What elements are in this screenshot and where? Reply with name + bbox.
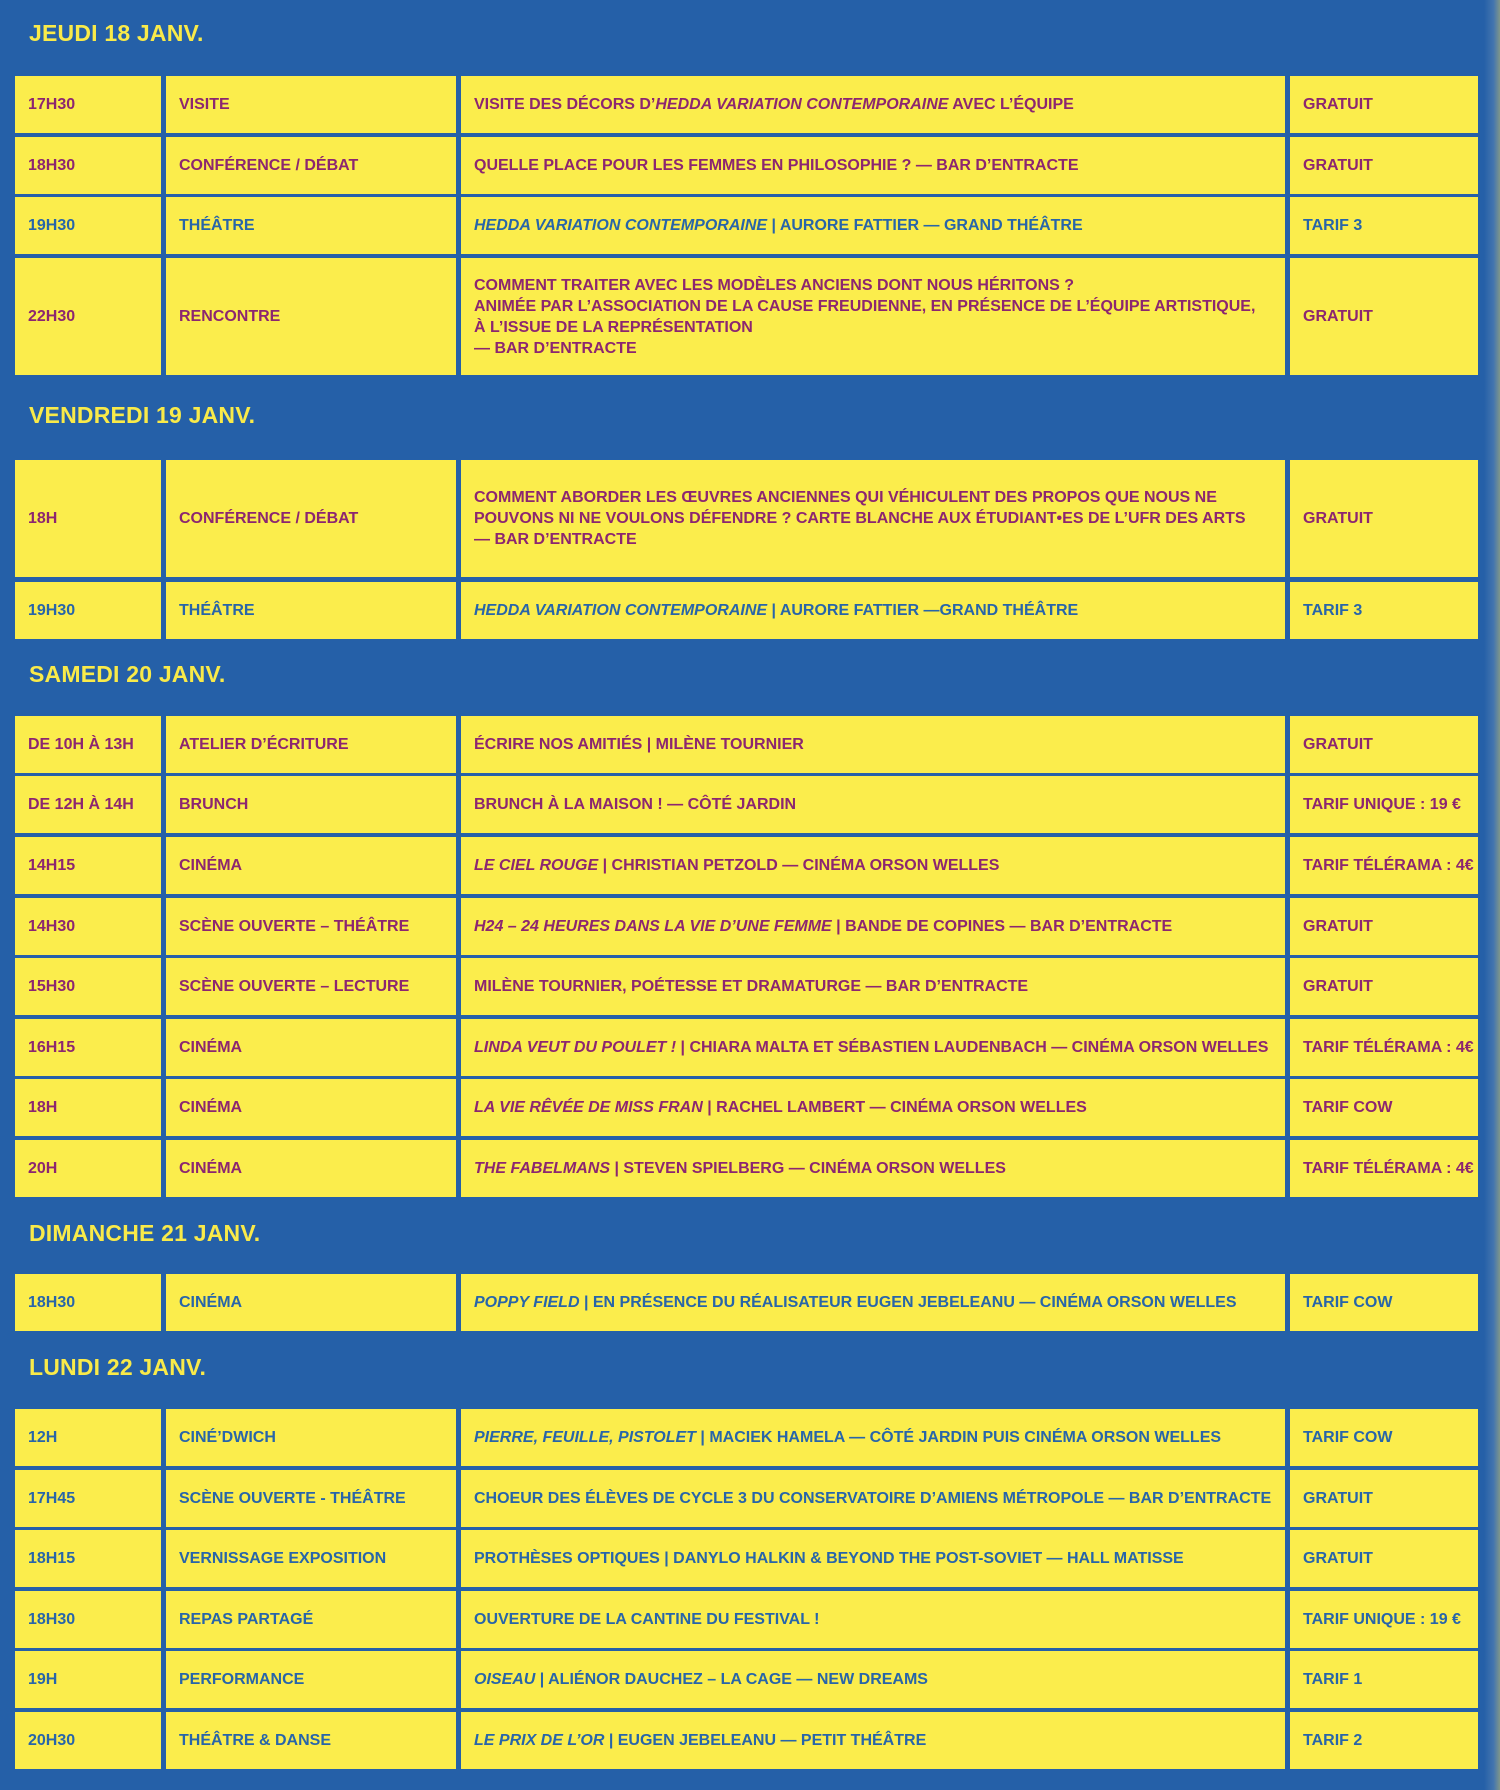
event-description-cell (461, 958, 1285, 1015)
event-description (474, 1292, 1237, 1313)
event-text: | EUGEN JEBELEANU — PETIT THÉÂTRE (604, 1732, 927, 1749)
day-heading: SAMEDI 20 JANV. (29, 661, 226, 687)
event-type-cell: REPAS PARTAGÉ (166, 1591, 456, 1648)
event-description-cell (461, 258, 1285, 375)
price-cell: GRATUIT (1290, 76, 1478, 133)
price-cell: TARIF TÉLÉRAMA : 4€ (1290, 837, 1478, 894)
time-cell: 17H45 (15, 1470, 161, 1527)
price-cell: TARIF COW (1290, 1409, 1478, 1466)
event-type-cell: CINÉMA (166, 837, 456, 894)
event-type-cell: CONFÉRENCE / DÉBAT (166, 137, 456, 194)
event-text: OUVERTURE DE LA CANTINE DU FESTIVAL ! (474, 1611, 820, 1628)
event-text: POUVONS NI NE VOULONS DÉFENDRE ? CARTE BLANCHE AUX ÉTUDIANT•ES DE L’UFR DES ARTS (474, 510, 1246, 527)
time-cell: 18H30 (15, 1591, 161, 1648)
event-description-cell (461, 1591, 1285, 1648)
price-cell: GRATUIT (1290, 137, 1478, 194)
schedule-row (15, 776, 1478, 833)
price-cell: GRATUIT (1290, 958, 1478, 1015)
time-cell: 15H30 (15, 958, 161, 1015)
event-title: HEDDA VARIATION CONTEMPORAINE (655, 96, 949, 113)
schedule-row (15, 137, 1478, 194)
event-title: LE PRIX DE L’OR (474, 1732, 605, 1749)
event-description-cell (461, 1274, 1285, 1331)
price-cell: GRATUIT (1290, 1530, 1478, 1587)
time-cell: 19H30 (15, 582, 161, 639)
schedule-row (15, 582, 1478, 639)
time-cell: 19H30 (15, 197, 161, 254)
schedule-row (15, 716, 1478, 773)
event-description-cell (461, 1651, 1285, 1708)
time-cell: 16H15 (15, 1019, 161, 1076)
event-description (474, 1730, 926, 1751)
schedule-row (15, 837, 1478, 894)
event-description-cell (461, 460, 1285, 577)
event-description (474, 1037, 1268, 1058)
price-cell: TARIF 3 (1290, 582, 1478, 639)
event-title: THE FABELMANS (474, 1160, 610, 1177)
schedule-row (15, 1712, 1478, 1769)
schedule-row (15, 460, 1478, 577)
event-title: POPPY FIELD (474, 1294, 580, 1311)
event-type-cell: SCÈNE OUVERTE – LECTURE (166, 958, 456, 1015)
event-type-cell: THÉÂTRE & DANSE (166, 1712, 456, 1769)
price-cell: TARIF TÉLÉRAMA : 4€ (1290, 1140, 1478, 1197)
event-description-cell (461, 837, 1285, 894)
price-cell: GRATUIT (1290, 898, 1478, 955)
event-description-cell (461, 137, 1285, 194)
event-type-cell: CONFÉRENCE / DÉBAT (166, 460, 456, 577)
event-text: | STEVEN SPIELBERG — CINÉMA ORSON WELLES (610, 1160, 1006, 1177)
price-cell: GRATUIT (1290, 716, 1478, 773)
event-description (474, 855, 999, 876)
event-title: H24 – 24 HEURES DANS LA VIE D’UNE FEMME (474, 918, 832, 935)
event-text: | ALIÉNOR DAUCHEZ – LA CAGE — NEW DREAMS (535, 1671, 928, 1688)
day-heading: VENDREDI 19 JANV. (29, 402, 256, 428)
event-description-cell (461, 582, 1285, 639)
day-heading: LUNDI 22 JANV. (29, 1354, 207, 1380)
time-cell: 18H30 (15, 1274, 161, 1331)
event-type-cell: CINÉMA (166, 1140, 456, 1197)
event-title: HEDDA VARIATION CONTEMPORAINE (474, 217, 768, 234)
schedule-row (15, 1591, 1478, 1648)
schedule-row (15, 898, 1478, 955)
event-text: QUELLE PLACE POUR LES FEMMES EN PHILOSOPHIE ? — BAR D’ENTRACTE (474, 157, 1079, 174)
schedule-row (15, 1079, 1478, 1136)
event-text: | EN PRÉSENCE DU RÉALISATEUR EUGEN JEBELEANU — CINÉMA ORSON WELLES (579, 1294, 1237, 1311)
event-description (474, 1609, 820, 1630)
event-text: | CHIARA MALTA ET SÉBASTIEN LAUDENBACH — CINÉMA ORSON WELLES (676, 1039, 1269, 1056)
time-cell: 22H30 (15, 258, 161, 375)
event-text: | CHRISTIAN PETZOLD — CINÉMA ORSON WELLES (598, 857, 1000, 874)
time-cell: 20H (15, 1140, 161, 1197)
event-type-cell: SCÈNE OUVERTE - THÉÂTRE (166, 1470, 456, 1527)
schedule-row (15, 1019, 1478, 1076)
time-cell: 17H30 (15, 76, 161, 133)
event-description-cell (461, 1019, 1285, 1076)
event-text: ÉCRIRE NOS AMITIÉS | MILÈNE TOURNIER (474, 736, 804, 753)
event-text: CHOEUR DES ÉLÈVES DE CYCLE 3 DU CONSERVATOIRE D’AMIENS MÉTROPOLE — BAR D’ENTRACTE (474, 1490, 1272, 1507)
event-description (474, 215, 1083, 236)
time-cell: 14H30 (15, 898, 161, 955)
event-description (474, 1669, 928, 1690)
event-description (474, 734, 804, 755)
schedule-row (15, 197, 1478, 254)
schedule-row (15, 1651, 1478, 1708)
event-text: | AURORE FATTIER —GRAND THÉÂTRE (767, 602, 1079, 619)
time-cell: 19H (15, 1651, 161, 1708)
event-text: — BAR D’ENTRACTE (474, 531, 637, 548)
event-description-cell (461, 197, 1285, 254)
event-description-cell (461, 898, 1285, 955)
event-description-cell (461, 1470, 1285, 1527)
event-description (474, 1548, 1184, 1569)
event-type-cell: PERFORMANCE (166, 1651, 456, 1708)
event-description (474, 155, 1078, 176)
event-description-cell (461, 1079, 1285, 1136)
event-title: LA VIE RÊVÉE DE MISS FRAN (474, 1099, 703, 1116)
event-title: LINDA VEUT DU POULET ! (474, 1039, 677, 1056)
time-cell: 18H (15, 460, 161, 577)
event-type-cell: RENCONTRE (166, 258, 456, 375)
event-type-cell: ATELIER D’ÉCRITURE (166, 716, 456, 773)
day-heading: DIMANCHE 21 JANV. (29, 1220, 261, 1246)
price-cell: TARIF COW (1290, 1274, 1478, 1331)
time-cell: 20H30 (15, 1712, 161, 1769)
event-text: AVEC L’ÉQUIPE (948, 96, 1074, 113)
price-cell: TARIF COW (1290, 1079, 1478, 1136)
event-description (474, 1427, 1221, 1448)
event-description-cell (461, 76, 1285, 133)
event-text: — BAR D’ENTRACTE (474, 339, 637, 357)
event-type-cell: BRUNCH (166, 776, 456, 833)
schedule-row (15, 958, 1478, 1015)
event-title: LE CIEL ROUGE (474, 857, 599, 874)
event-text: | RACHEL LAMBERT — CINÉMA ORSON WELLES (702, 1099, 1087, 1116)
event-description-cell (461, 1140, 1285, 1197)
event-type-cell: CINÉ’DWICH (166, 1409, 456, 1466)
event-description (474, 600, 1078, 621)
event-text: | MACIEK HAMELA — CÔTÉ JARDIN PUIS CINÉMA ORSON WELLES (695, 1429, 1222, 1446)
event-type-cell: VISITE (166, 76, 456, 133)
time-cell: 12H (15, 1409, 161, 1466)
price-cell: TARIF UNIQUE : 19 € (1290, 776, 1478, 833)
schedule-row (15, 1530, 1478, 1587)
event-text: COMMENT TRAITER AVEC LES MODÈLES ANCIENS DONT NOUS HÉRITONS ? (474, 276, 1075, 294)
event-text: MILÈNE TOURNIER, POÉTESSE ET DRAMATURGE — BAR D’ENTRACTE (474, 978, 1029, 995)
event-description-cell (461, 1409, 1285, 1466)
schedule-row (15, 1409, 1478, 1466)
event-description (474, 976, 1028, 997)
price-cell: TARIF UNIQUE : 19 € (1290, 1591, 1478, 1648)
schedule-row (15, 1140, 1478, 1197)
event-text: | BANDE DE COPINES — BAR D’ENTRACTE (831, 918, 1173, 935)
time-cell: 18H15 (15, 1530, 161, 1587)
event-title: OISEAU (474, 1671, 536, 1688)
event-description (474, 94, 1074, 115)
event-title: PIERRE, FEUILLE, PISTOLET (474, 1429, 696, 1446)
event-description (474, 1488, 1271, 1509)
event-type-cell: CINÉMA (166, 1019, 456, 1076)
event-description (474, 275, 1255, 359)
price-cell: GRATUIT (1290, 258, 1478, 375)
event-description-cell (461, 1530, 1285, 1587)
time-cell: DE 12H À 14H (15, 776, 161, 833)
schedule-row (15, 76, 1478, 133)
event-type-cell: THÉÂTRE (166, 582, 456, 639)
price-cell: GRATUIT (1290, 1470, 1478, 1527)
event-text: VISITE DES DÉCORS D’ (474, 96, 656, 113)
event-text: COMMENT ABORDER LES ŒUVRES ANCIENNES QUI VÉHICULENT DES PROPOS QUE NOUS NE (474, 489, 1217, 506)
day-heading: JEUDI 18 JANV. (29, 20, 204, 46)
event-description (474, 794, 796, 815)
event-type-cell: CINÉMA (166, 1274, 456, 1331)
event-description-cell (461, 776, 1285, 833)
event-description (474, 487, 1246, 550)
event-text: BRUNCH À LA MAISON ! — CÔTÉ JARDIN (474, 796, 797, 813)
price-cell: TARIF 1 (1290, 1651, 1478, 1708)
event-description (474, 1158, 1006, 1179)
event-text: ANIMÉE PAR L’ASSOCIATION DE LA CAUSE FREUDIENNE, EN PRÉSENCE DE L’ÉQUIPE ARTISTIQUE, (474, 297, 1256, 315)
schedule-row (15, 1274, 1478, 1331)
time-cell: DE 10H À 13H (15, 716, 161, 773)
time-cell: 14H15 (15, 837, 161, 894)
event-description-cell (461, 716, 1285, 773)
event-type-cell: VERNISSAGE EXPOSITION (166, 1530, 456, 1587)
price-cell: TARIF TÉLÉRAMA : 4€ (1290, 1019, 1478, 1076)
price-cell: GRATUIT (1290, 460, 1478, 577)
event-type-cell: THÉÂTRE (166, 197, 456, 254)
price-cell: TARIF 3 (1290, 197, 1478, 254)
event-type-cell: CINÉMA (166, 1079, 456, 1136)
time-cell: 18H (15, 1079, 161, 1136)
event-description-cell (461, 1712, 1285, 1769)
price-cell: TARIF 2 (1290, 1712, 1478, 1769)
decorative-edge (1484, 0, 1500, 1790)
event-text: | AURORE FATTIER — GRAND THÉÂTRE (767, 217, 1083, 234)
event-text: PROTHÈSES OPTIQUES | DANYLO HALKIN & BEYOND THE POST-SOVIET — HALL MATISSE (474, 1550, 1184, 1567)
event-type-cell: SCÈNE OUVERTE – THÉÂTRE (166, 898, 456, 955)
schedule-row (15, 1470, 1478, 1527)
event-description (474, 916, 1172, 937)
event-text: À L’ISSUE DE LA REPRÉSENTATION (474, 318, 753, 336)
event-description (474, 1097, 1087, 1118)
event-title: HEDDA VARIATION CONTEMPORAINE (474, 602, 768, 619)
time-cell: 18H30 (15, 137, 161, 194)
schedule-row (15, 258, 1478, 375)
